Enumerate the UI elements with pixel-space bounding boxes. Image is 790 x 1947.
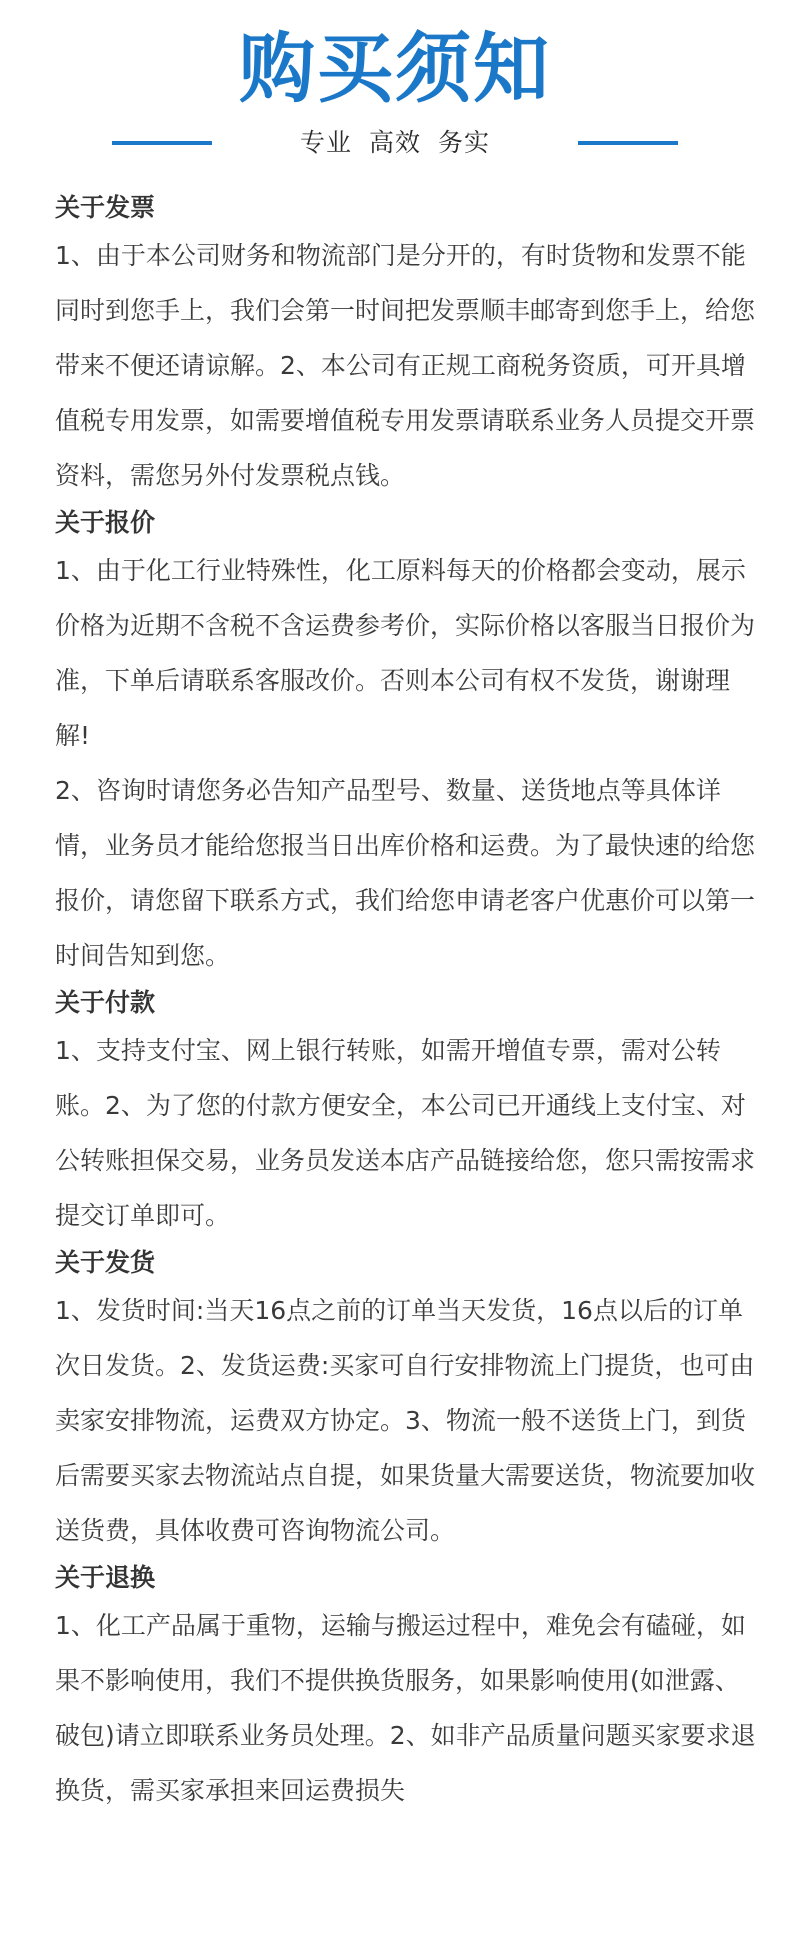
page-header bbox=[0, 0, 790, 170]
section-quotation bbox=[55, 503, 760, 983]
section-heading-shipping: 关于发货 bbox=[55, 1248, 156, 1277]
section-paragraph: 2、咨询时请您务必告知产品型号、数量、送货地点等具体详情，业务员才能给您报当日出库价格和运费。为了最快速的给您报价，请您留下联系方式，我们给您申请老客户优惠价可以第一时间告知到您。 bbox=[55, 776, 756, 970]
notice-content bbox=[55, 188, 760, 1818]
section-invoice bbox=[55, 188, 760, 503]
section-heading-invoice: 关于发票 bbox=[55, 193, 156, 222]
section-paragraph: 1、化工产品属于重物，运输与搬运过程中，难免会有磕碰，如果不影响使用，我们不提供换货服务，如果影响使用(如泄露、破包)请立即联系业务员处理。2、如非产品质量问题买家要求退换货，需买家承担来回运费损失 bbox=[55, 1611, 756, 1805]
page-title: 购买须知 bbox=[239, 24, 551, 113]
section-paragraph: 1、由于化工行业特殊性，化工原料每天的价格都会变动，展示价格为近期不含税不含运费参考价，实际价格以客服当日报价为准，下单后请联系客服改价。否则本公司有权不发货，谢谢理解! bbox=[55, 556, 756, 750]
section-heading-returns: 关于退换 bbox=[55, 1563, 156, 1592]
section-paragraph: 1、由于本公司财务和物流部门是分开的，有时货物和发票不能同时到您手上，我们会第一时间把发票顺丰邮寄到您手上，给您带来不便还请谅解。2、本公司有正规工商税务资质，可开具增值税专用发票，如需要增值税专用发票请联系业务人员提交开票资料，需您另外付发票税点钱。 bbox=[55, 241, 756, 490]
section-shipping bbox=[55, 1243, 760, 1558]
section-payment bbox=[55, 983, 760, 1243]
section-returns bbox=[55, 1558, 760, 1818]
section-paragraph: 1、支持支付宝、网上银行转账，如需开增值专票，需对公转账。2、为了您的付款方便安全，本公司已开通线上支付宝、对公转账担保交易，业务员发送本店产品链接给您，您只需按需求提交订单即可。 bbox=[55, 1036, 756, 1230]
section-paragraph: 1、发货时间:当天16点之前的订单当天发货，16点以后的订单次日发货。2、发货运费:买家可自行安排物流上门提货，也可由卖家安排物流，运费双方协定。3、物流一般不送货上门，到货后需要买家去物流站点自提，如果货量大需要送货，物流要加收送货费，具体收费可咨询物流公司。 bbox=[55, 1296, 756, 1545]
section-heading-payment: 关于付款 bbox=[55, 988, 156, 1017]
page-subtitle: 专业 高效 务实 bbox=[300, 128, 490, 157]
right-divider-line bbox=[578, 141, 678, 145]
section-heading-quotation: 关于报价 bbox=[55, 508, 156, 537]
